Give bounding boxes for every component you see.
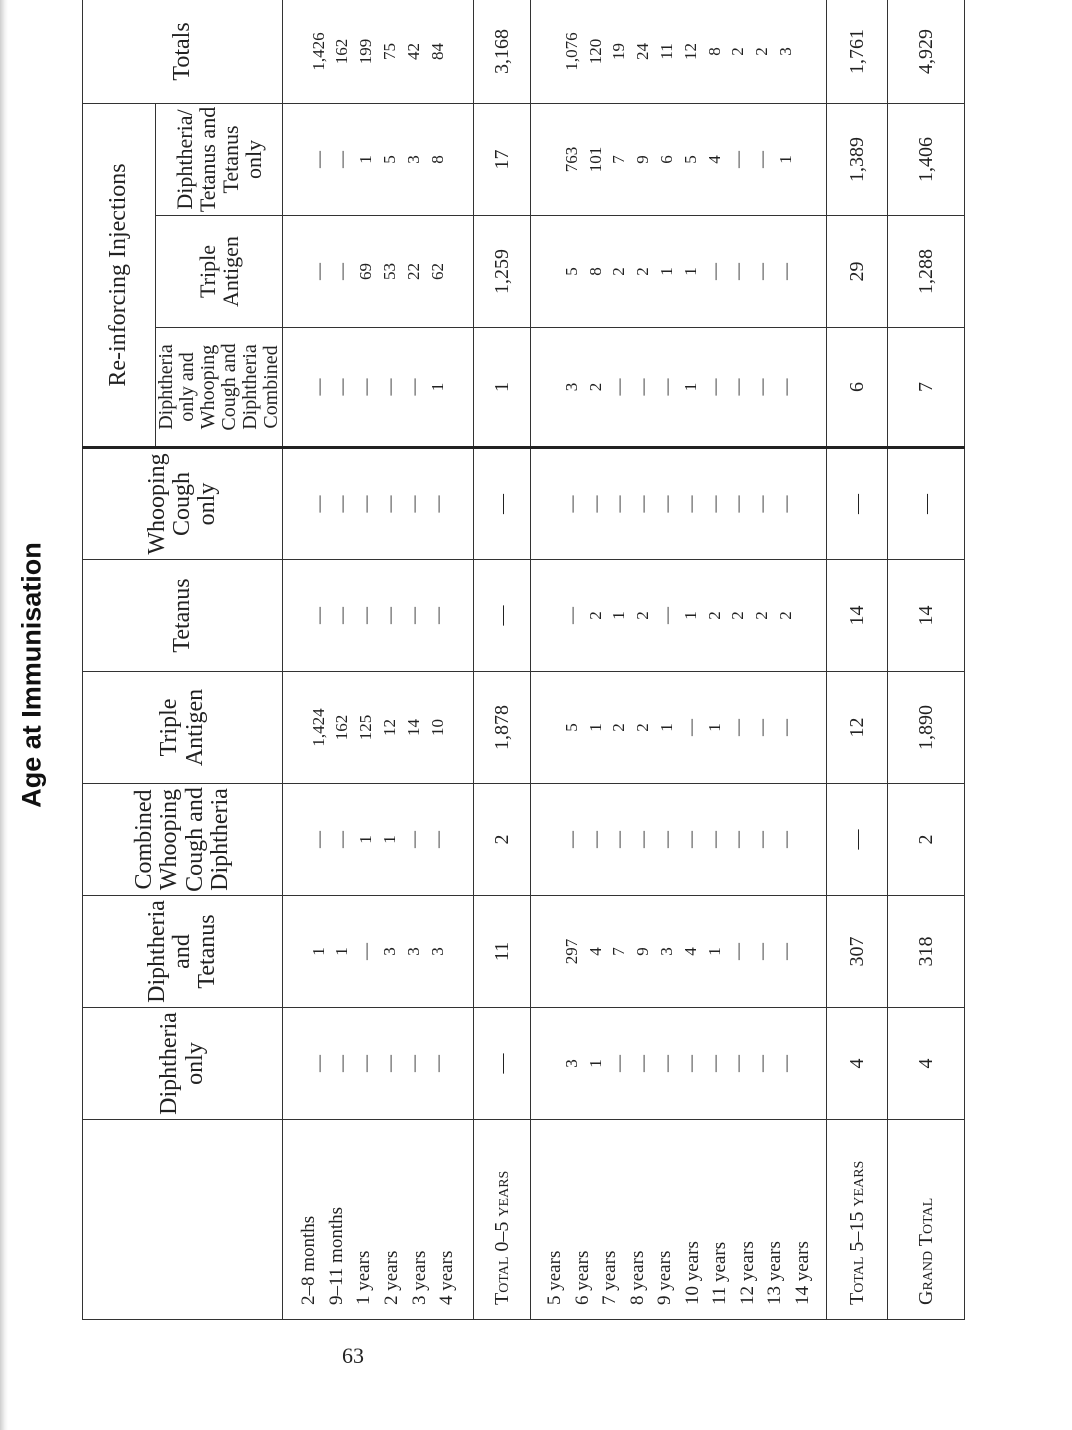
table-cell-value: 199 xyxy=(356,38,376,65)
cell-rows_0_5-col-4 xyxy=(283,672,474,784)
row-stub-0-5 xyxy=(283,1120,474,1320)
age-label: 9 years xyxy=(654,1250,676,1305)
grand-total-label: Grand Total xyxy=(888,1120,965,1320)
table-cell-value: — xyxy=(332,831,352,848)
age-label: 12 years xyxy=(736,1241,758,1305)
age-label: 10 years xyxy=(681,1241,703,1305)
table-cell-value: 9 xyxy=(633,947,653,956)
table-cell-value: 101 xyxy=(585,146,605,173)
age-label: 3 years xyxy=(408,1250,430,1305)
table-cell-value: 24 xyxy=(633,42,653,60)
age-label: 5 years xyxy=(544,1250,565,1305)
cell-grand_total-col-9: 1,406 xyxy=(888,103,965,215)
table-cell-value: — xyxy=(308,150,328,168)
table-cell-value: — xyxy=(356,943,376,960)
cell-grand_total-col-4: 1,890 xyxy=(888,672,965,784)
cell-total_5_15-col-6: — xyxy=(827,448,888,560)
col-header-9: Diphtheria/ Tetanus and Tetanus only xyxy=(156,103,283,215)
table-cell-value: — xyxy=(585,495,605,513)
cell-rows_0_5-col-3 xyxy=(283,784,474,896)
cell-rows_5_15-col-5 xyxy=(531,560,827,672)
table-cell-value: 5 xyxy=(680,155,700,164)
table-cell-value: 14 xyxy=(403,719,423,736)
cell-rows_0_5-col-5 xyxy=(283,560,474,672)
table-cell-value: — xyxy=(633,378,653,396)
cell-total_5_15-col-3: — xyxy=(827,784,888,896)
cell-rows_5_15-col-8 xyxy=(531,216,827,328)
cell-total_5_15-col-1: 4 xyxy=(827,1008,888,1120)
table-cell-value: 2 xyxy=(728,611,748,620)
table-cell-value: — xyxy=(403,607,423,624)
table-row-total-0-5 xyxy=(474,0,531,1320)
table-cell-value: — xyxy=(775,1055,795,1072)
table-cell-value: 10 xyxy=(427,719,447,736)
table-cell-value: — xyxy=(704,1055,724,1072)
table-cell-value: — xyxy=(775,943,795,960)
table-cell-value: 8 xyxy=(585,267,605,276)
table-cell-value: 2 xyxy=(633,611,653,620)
table-cell-value: 2 xyxy=(633,723,653,732)
cell-grand_total-col-6: — xyxy=(888,448,965,560)
table-cell-value: — xyxy=(427,607,447,624)
table-cell-value: — xyxy=(356,607,376,624)
table-cell-value: 1 xyxy=(585,723,605,732)
table-cell-value: — xyxy=(752,263,772,280)
table-cell-value: — xyxy=(728,263,748,280)
table-cell-value: 3 xyxy=(656,947,676,956)
table-row-0-5 xyxy=(283,0,474,1320)
table-cell-value: — xyxy=(680,495,700,513)
table-cell-value: — xyxy=(380,495,399,513)
table-cell-value: 1 xyxy=(356,835,376,844)
table-cell-value: 4 xyxy=(680,947,700,956)
table-cell-value: 4 xyxy=(585,947,605,956)
age-label: 11 years xyxy=(709,1241,731,1305)
table-cell-value: — xyxy=(633,831,653,848)
col-header-4: Triple Antigen xyxy=(83,672,283,784)
row-stub-5-15 xyxy=(531,1120,827,1320)
table-cell-value: — xyxy=(752,943,772,960)
table-cell-value: 22 xyxy=(403,263,423,280)
cell-total_5_15-col-9: 1,389 xyxy=(827,103,888,215)
table-cell-value: 5 xyxy=(561,723,581,732)
table-cell-value: — xyxy=(775,495,795,513)
age-label: 1 years xyxy=(353,1250,375,1305)
col-header-7: Diphtheria only and Whooping Cough and Diphtheria Combined xyxy=(156,328,283,448)
table-cell-value: 1 xyxy=(680,382,700,392)
table-cell-value: — xyxy=(728,495,748,513)
table-cell-value: — xyxy=(704,831,724,848)
header-group-row xyxy=(83,0,156,1320)
table-cell-value: — xyxy=(656,495,676,513)
table-cell-value: — xyxy=(356,1055,376,1072)
table-cell-value: 11 xyxy=(656,43,676,60)
table-cell-value: 42 xyxy=(403,42,423,60)
table-cell-value: — xyxy=(680,1055,700,1072)
table-cell-value: 763 xyxy=(561,146,581,173)
table-cell-value: 1,076 xyxy=(561,32,581,71)
table-cell-value: 1 xyxy=(680,267,700,276)
table-cell-value: — xyxy=(704,495,724,513)
table-cell-value: — xyxy=(403,1055,423,1072)
total-5-15-label: Total 5–15 years xyxy=(827,1120,888,1320)
table-cell-value: 7 xyxy=(609,947,629,956)
table-body xyxy=(283,0,965,1320)
table-cell-value: 3 xyxy=(775,47,795,56)
page-binding-edge xyxy=(0,0,8,1430)
cell-total_0_5-col-2: 11 xyxy=(474,896,531,1008)
table-cell-value: — xyxy=(728,378,748,396)
total-0-5-label: Total 0–5 years xyxy=(474,1120,531,1320)
table-cell-value: 3 xyxy=(561,382,581,392)
table-cell-value: — xyxy=(380,1055,399,1072)
table-cell-value: — xyxy=(609,495,629,513)
table-cell-value: 1 xyxy=(308,947,328,956)
table-cell-value: — xyxy=(609,378,629,396)
table-cell-value: — xyxy=(332,495,352,513)
cell-total_0_5-col-3: 2 xyxy=(474,784,531,896)
cell-grand_total-col-7: 7 xyxy=(888,328,965,448)
table-cell-value: 2 xyxy=(609,267,629,276)
cell-total_0_5-col-7: 1 xyxy=(474,328,531,448)
table-cell-value: — xyxy=(380,378,399,396)
table-cell-value: 3 xyxy=(403,155,423,164)
table-cell-value: — xyxy=(775,263,795,280)
cell-rows_5_15-col-6 xyxy=(531,448,827,560)
table-cell-value: — xyxy=(752,719,772,736)
table-cell-value: 1 xyxy=(585,1059,605,1068)
table-cell-value: 9 xyxy=(633,155,653,164)
cell-total_0_5-col-4: 1,878 xyxy=(474,672,531,784)
table-cell-value: 1 xyxy=(427,382,447,392)
table-cell-value: — xyxy=(680,831,700,848)
running-head xyxy=(12,542,52,808)
table-row-grand-total xyxy=(888,0,965,1320)
table-cell-value: 7 xyxy=(609,155,629,164)
cell-rows_5_15-col-3 xyxy=(531,784,827,896)
rotated-table-wrapper xyxy=(82,0,1072,1320)
age-label: 2–8 months xyxy=(298,1215,320,1305)
table-cell-value: 1,426 xyxy=(308,32,328,71)
col-header-8: Triple Antigen xyxy=(156,216,283,328)
table-cell-value: 1 xyxy=(680,611,700,620)
table-cell-value: 84 xyxy=(427,42,447,60)
table-cell-value: — xyxy=(308,263,328,280)
table-cell-value: — xyxy=(633,1055,653,1072)
table-row-5-15 xyxy=(531,0,827,1320)
table-cell-value: 120 xyxy=(585,38,605,65)
col-header-6: Whooping Cough only xyxy=(83,448,283,560)
table-cell-value: — xyxy=(561,495,581,513)
table-cell-value: 3 xyxy=(403,947,423,956)
table-cell-value: — xyxy=(656,831,676,848)
cell-total_0_5-col-6: — xyxy=(474,448,531,560)
table-cell-value: — xyxy=(680,719,700,736)
table-cell-value: — xyxy=(332,150,352,168)
cell-grand_total-col-1: 4 xyxy=(888,1008,965,1120)
table-cell-value: — xyxy=(308,495,328,513)
table-cell-value: 62 xyxy=(427,263,447,280)
table-cell-value: — xyxy=(656,607,676,624)
cell-rows_0_5-col-10 xyxy=(283,0,474,103)
table-cell-value: — xyxy=(656,378,676,396)
table-cell-value: — xyxy=(728,150,748,168)
table-cell-value: — xyxy=(704,378,724,396)
table-cell-value: 4 xyxy=(704,155,724,164)
table-cell-value: 2 xyxy=(775,611,795,620)
cell-rows_0_5-col-7 xyxy=(283,328,474,448)
cell-rows_5_15-col-7 xyxy=(531,328,827,448)
table-cell-value: — xyxy=(403,495,423,513)
cell-rows_0_5-col-8 xyxy=(283,216,474,328)
table-cell-value: 1 xyxy=(332,947,352,956)
table-cell-value: — xyxy=(728,1055,748,1072)
table-cell-value: — xyxy=(775,831,795,848)
col-header-2: Diphtheria and Tetanus xyxy=(83,896,283,1008)
table-row-total-5-15 xyxy=(827,0,888,1320)
table-cell-value: — xyxy=(609,1055,629,1072)
table-cell-value: 3 xyxy=(561,1059,581,1068)
cell-total_5_15-col-5: 14 xyxy=(827,560,888,672)
table-cell-value: — xyxy=(775,378,795,396)
table-cell-value: 8 xyxy=(427,155,447,164)
table-cell-value: 19 xyxy=(609,42,629,60)
table-cell-value: 5 xyxy=(561,267,581,276)
table-cell-value: — xyxy=(403,831,423,848)
age-label: 7 years xyxy=(599,1250,621,1305)
table-cell-value: — xyxy=(728,831,748,848)
cell-total_0_5-col-5: — xyxy=(474,560,531,672)
table-cell-value: 1 xyxy=(775,155,795,164)
table-cell-value: 53 xyxy=(380,263,399,280)
col-header-totals: Totals xyxy=(83,0,283,103)
col-header-3: Combined Whooping Cough and Diphtheria xyxy=(83,784,283,896)
col-header-5: Tetanus xyxy=(83,560,283,672)
table-cell-value: — xyxy=(752,1055,772,1072)
age-label: 14 years xyxy=(791,1241,813,1305)
cell-total_5_15-col-4: 12 xyxy=(827,672,888,784)
age-label: 9–11 months xyxy=(325,1207,347,1305)
table-cell-value: — xyxy=(308,378,328,396)
table-cell-value: — xyxy=(308,1055,328,1072)
age-label: 4 years xyxy=(436,1250,458,1305)
age-label: 8 years xyxy=(626,1250,648,1305)
table-cell-value: — xyxy=(427,831,447,848)
cell-rows_5_15-col-4 xyxy=(531,672,827,784)
table-cell-value: 1 xyxy=(656,267,676,276)
table-cell-value: 2 xyxy=(752,47,772,56)
table-cell-value: — xyxy=(332,378,352,396)
table-cell-value: — xyxy=(356,378,376,396)
table-cell-value: — xyxy=(356,495,376,513)
table-cell-value: — xyxy=(332,607,352,624)
table-cell-value: 2 xyxy=(585,382,605,392)
table-cell-value: 1 xyxy=(704,947,724,956)
cell-rows_0_5-col-6 xyxy=(283,448,474,560)
table-cell-value: — xyxy=(561,607,581,624)
age-label: 6 years xyxy=(571,1250,593,1305)
cell-grand_total-col-3: 2 xyxy=(888,784,965,896)
table-cell-value: 2 xyxy=(704,611,724,620)
table-cell-value: 162 xyxy=(332,714,352,741)
table-cell-value: 1,424 xyxy=(308,708,328,747)
table-cell-value: — xyxy=(633,495,653,513)
table-cell-value: 297 xyxy=(561,938,581,965)
running-head-text: Age at Immunisation xyxy=(16,542,47,808)
table-cell-value: 5 xyxy=(380,155,399,164)
cell-total_0_5-col-8: 1,259 xyxy=(474,216,531,328)
table-cell-value: — xyxy=(656,1055,676,1072)
cell-rows_5_15-col-9 xyxy=(531,103,827,215)
table-cell-value: 1 xyxy=(609,611,629,620)
table-cell-value: — xyxy=(752,150,772,168)
table-cell-value: 3 xyxy=(427,947,447,956)
table-cell-value: — xyxy=(308,607,328,624)
table-cell-value: — xyxy=(585,831,605,848)
stub-header xyxy=(83,1120,283,1320)
table-cell-value: 6 xyxy=(656,155,676,164)
table-cell-value: 2 xyxy=(585,611,605,620)
table-cell-value: 1 xyxy=(356,155,376,164)
cell-total_0_5-col-9: 17 xyxy=(474,103,531,215)
table-cell-value: — xyxy=(728,943,748,960)
table-cell-value: — xyxy=(427,495,447,513)
table-cell-value: — xyxy=(752,831,772,848)
table-cell-value: 125 xyxy=(356,714,376,741)
table-cell-value: — xyxy=(752,495,772,513)
cell-grand_total-col-2: 318 xyxy=(888,896,965,1008)
cell-total_5_15-col-2: 307 xyxy=(827,896,888,1008)
cell-rows_0_5-col-9 xyxy=(283,103,474,215)
table-cell-value: 162 xyxy=(332,38,352,65)
table-cell-value: 2 xyxy=(728,47,748,56)
table-cell-value: 8 xyxy=(704,47,724,56)
page-number: 63 xyxy=(342,1343,364,1368)
age-label: 13 years xyxy=(764,1241,786,1305)
cell-total_5_15-col-10: 1,761 xyxy=(827,0,888,103)
immunisation-age-table xyxy=(82,0,965,1320)
table-cell-value: 12 xyxy=(680,42,700,60)
cell-rows_0_5-col-1 xyxy=(283,1008,474,1120)
table-cell-value: — xyxy=(775,719,795,736)
table-cell-value: — xyxy=(609,831,629,848)
table-cell-value: — xyxy=(704,263,724,280)
table-cell-value: 1 xyxy=(704,723,724,732)
cell-grand_total-col-8: 1,288 xyxy=(888,216,965,328)
cell-rows_5_15-col-1 xyxy=(531,1008,827,1120)
cell-total_0_5-col-10: 3,168 xyxy=(474,0,531,103)
table-cell-value: 75 xyxy=(380,42,399,60)
table-cell-value: — xyxy=(728,719,748,736)
table-cell-value: — xyxy=(403,378,423,396)
table-cell-value: 2 xyxy=(633,267,653,276)
cell-total_5_15-col-7: 6 xyxy=(827,328,888,448)
table-cell-value: — xyxy=(308,831,328,848)
reinforcing-group-header: Re-inforcing Injections xyxy=(83,103,156,447)
table-cell-value: 3 xyxy=(380,947,399,956)
table-cell-value: — xyxy=(427,1055,447,1072)
table-cell-value: 1 xyxy=(380,835,399,844)
col-header-1: Diphtheria only xyxy=(83,1008,283,1120)
table-cell-value: 2 xyxy=(752,611,772,620)
table-cell-value: 12 xyxy=(380,719,399,736)
cell-rows_0_5-col-2 xyxy=(283,896,474,1008)
cell-grand_total-col-10: 4,929 xyxy=(888,0,965,103)
cell-total_0_5-col-1: — xyxy=(474,1008,531,1120)
cell-rows_5_15-col-10 xyxy=(531,0,827,103)
table-cell-value: 1 xyxy=(656,723,676,732)
table-cell-value: — xyxy=(332,1055,352,1072)
cell-grand_total-col-5: 14 xyxy=(888,560,965,672)
table-cell-value: — xyxy=(561,831,581,848)
table-cell-value: — xyxy=(752,378,772,396)
table-cell-value: 69 xyxy=(356,263,376,280)
cell-rows_5_15-col-2 xyxy=(531,896,827,1008)
table-cell-value: — xyxy=(332,263,352,280)
age-label: 2 years xyxy=(381,1250,402,1305)
table-cell-value: — xyxy=(380,607,399,624)
table-cell-value: 2 xyxy=(609,723,629,732)
cell-total_5_15-col-8: 29 xyxy=(827,216,888,328)
